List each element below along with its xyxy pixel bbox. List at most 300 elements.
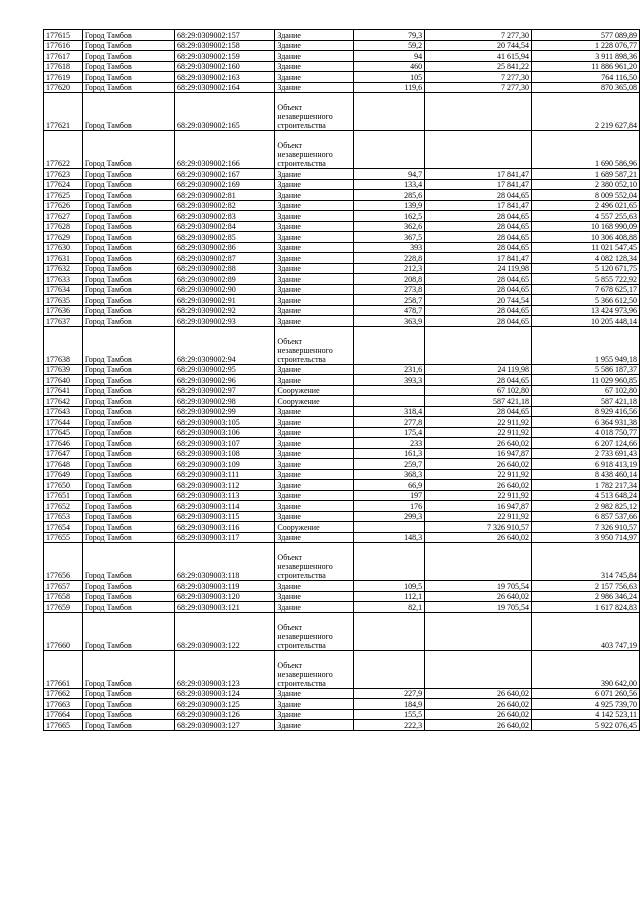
cell-cadastral-number: 68:29:0309002:88 (175, 263, 275, 274)
cell-specific-value: 17 841,47 (425, 253, 532, 264)
table-row (44, 406, 640, 417)
cell-row-number: 177648 (44, 459, 83, 470)
cell-municipality: Город Тамбов (82, 179, 174, 190)
cell-specific-value: 28 044,65 (425, 375, 532, 386)
cell-area: 184,9 (354, 699, 425, 710)
cell-cadastral-number: 68:29:0309002:157 (175, 30, 275, 41)
cell-cadastral-value: 1 617 824,83 (532, 602, 640, 613)
cell-area (354, 131, 425, 169)
cell-object-type: Здание (275, 581, 354, 592)
cell-cadastral-value: 5 922 076,45 (532, 720, 640, 731)
cell-area: 478,7 (354, 305, 425, 316)
cell-municipality: Город Тамбов (82, 190, 174, 201)
cell-cadastral-value: 6 857 537,66 (532, 511, 640, 522)
cell-object-type: Объект незавершенного строительства (275, 543, 354, 581)
cell-object-type: Здание (275, 40, 354, 51)
cell-cadastral-number: 68:29:0309003:118 (175, 543, 275, 581)
cell-area: 133,4 (354, 179, 425, 190)
cell-cadastral-number: 68:29:0309003:111 (175, 469, 275, 480)
table-row (44, 532, 640, 543)
table-row (44, 61, 640, 72)
cell-specific-value: 26 640,02 (425, 438, 532, 449)
table-row (44, 650, 640, 688)
cell-object-type: Здание (275, 51, 354, 62)
cell-object-type: Здание (275, 438, 354, 449)
cell-specific-value: 17 841,47 (425, 200, 532, 211)
cell-row-number: 177661 (44, 650, 83, 688)
cell-object-type: Здание (275, 72, 354, 83)
cell-municipality: Город Тамбов (82, 688, 174, 699)
cell-area: 460 (354, 61, 425, 72)
cell-municipality: Город Тамбов (82, 480, 174, 491)
cell-row-number: 177635 (44, 295, 83, 306)
cell-cadastral-value: 4 082 128,34 (532, 253, 640, 264)
table-row (44, 51, 640, 62)
cell-area: 119,6 (354, 82, 425, 93)
cell-cadastral-number: 68:29:0309003:107 (175, 438, 275, 449)
cell-municipality: Город Тамбов (82, 459, 174, 470)
cell-object-type: Здание (275, 591, 354, 602)
cell-specific-value: 26 640,02 (425, 688, 532, 699)
cell-cadastral-number: 68:29:0309003:122 (175, 612, 275, 650)
cell-area (354, 93, 425, 131)
cell-specific-value (425, 93, 532, 131)
cell-cadastral-number: 68:29:0309003:126 (175, 709, 275, 720)
table-row (44, 305, 640, 316)
table-row (44, 448, 640, 459)
cell-area: 231,6 (354, 364, 425, 375)
cell-municipality: Город Тамбов (82, 169, 174, 180)
table-row (44, 40, 640, 51)
cell-cadastral-number: 68:29:0309002:96 (175, 375, 275, 386)
cell-cadastral-value: 2 733 691,43 (532, 448, 640, 459)
table-row (44, 72, 640, 83)
table-row (44, 688, 640, 699)
cell-cadastral-number: 68:29:0309002:89 (175, 274, 275, 285)
cell-cadastral-value: 2 986 346,24 (532, 591, 640, 602)
cell-specific-value: 28 044,65 (425, 316, 532, 327)
cell-area: 362,6 (354, 221, 425, 232)
cell-area: 112,1 (354, 591, 425, 602)
cell-row-number: 177649 (44, 469, 83, 480)
cell-specific-value: 67 102,80 (425, 385, 532, 396)
cell-cadastral-value: 6 364 931,38 (532, 417, 640, 428)
cell-object-type: Здание (275, 221, 354, 232)
table-row (44, 82, 640, 93)
cell-area: 162,5 (354, 211, 425, 222)
cell-cadastral-number: 68:29:0309002:81 (175, 190, 275, 201)
cell-municipality: Город Тамбов (82, 221, 174, 232)
cell-object-type: Здание (275, 82, 354, 93)
cell-row-number: 177641 (44, 385, 83, 396)
cell-cadastral-value: 2 380 052,10 (532, 179, 640, 190)
cell-cadastral-value: 1 782 217,34 (532, 480, 640, 491)
cell-object-type: Объект незавершенного строительства (275, 612, 354, 650)
cell-municipality: Город Тамбов (82, 40, 174, 51)
cell-object-type: Здание (275, 501, 354, 512)
cell-cadastral-number: 68:29:0309002:98 (175, 396, 275, 407)
table-row (44, 469, 640, 480)
cell-municipality: Город Тамбов (82, 591, 174, 602)
cell-row-number: 177617 (44, 51, 83, 62)
cell-cadastral-number: 68:29:0309003:112 (175, 480, 275, 491)
cell-area: 228,8 (354, 253, 425, 264)
cell-row-number: 177622 (44, 131, 83, 169)
cell-area (354, 543, 425, 581)
table-row (44, 200, 640, 211)
cell-area: 208,8 (354, 274, 425, 285)
table-row (44, 522, 640, 533)
cell-cadastral-value: 7 678 625,17 (532, 284, 640, 295)
cell-cadastral-value: 4 142 523,11 (532, 709, 640, 720)
cell-row-number: 177625 (44, 190, 83, 201)
cell-area (354, 326, 425, 364)
cell-cadastral-value: 2 982 825,12 (532, 501, 640, 512)
cell-cadastral-value: 4 018 750,77 (532, 427, 640, 438)
cell-area: 94 (354, 51, 425, 62)
cell-municipality: Город Тамбов (82, 699, 174, 710)
cell-specific-value: 28 044,65 (425, 284, 532, 295)
cell-cadastral-number: 68:29:0309002:92 (175, 305, 275, 316)
cell-municipality: Город Тамбов (82, 490, 174, 501)
cell-municipality: Город Тамбов (82, 543, 174, 581)
table-row (44, 295, 640, 306)
cell-object-type: Здание (275, 190, 354, 201)
cell-municipality: Город Тамбов (82, 612, 174, 650)
cell-specific-value (425, 650, 532, 688)
cell-specific-value: 17 841,47 (425, 179, 532, 190)
cell-cadastral-value: 1 955 949,18 (532, 326, 640, 364)
table-row (44, 602, 640, 613)
cell-area: 161,3 (354, 448, 425, 459)
cell-cadastral-value: 3 911 898,36 (532, 51, 640, 62)
cell-cadastral-number: 68:29:0309002:158 (175, 40, 275, 51)
cell-municipality: Город Тамбов (82, 253, 174, 264)
cell-area: 299,3 (354, 511, 425, 522)
cell-cadastral-number: 68:29:0309002:160 (175, 61, 275, 72)
table-row (44, 417, 640, 428)
cell-specific-value: 7 277,30 (425, 30, 532, 41)
cell-cadastral-number: 68:29:0309002:91 (175, 295, 275, 306)
cell-area (354, 612, 425, 650)
cell-row-number: 177664 (44, 709, 83, 720)
cell-row-number: 177619 (44, 72, 83, 83)
cell-row-number: 177658 (44, 591, 83, 602)
cell-specific-value: 16 947,87 (425, 448, 532, 459)
cell-specific-value: 22 911,92 (425, 511, 532, 522)
cell-object-type: Здание (275, 305, 354, 316)
cell-area: 105 (354, 72, 425, 83)
cell-municipality: Город Тамбов (82, 650, 174, 688)
cell-cadastral-number: 68:29:0309003:115 (175, 511, 275, 522)
table-row (44, 490, 640, 501)
cell-area: 258,7 (354, 295, 425, 306)
cell-cadastral-number: 68:29:0309003:120 (175, 591, 275, 602)
cell-object-type: Здание (275, 480, 354, 491)
cell-cadastral-value: 10 205 448,14 (532, 316, 640, 327)
cell-row-number: 177618 (44, 61, 83, 72)
cell-cadastral-number: 68:29:0309002:166 (175, 131, 275, 169)
cell-object-type: Здание (275, 511, 354, 522)
cell-cadastral-value: 403 747,19 (532, 612, 640, 650)
table-row (44, 709, 640, 720)
cell-object-type: Здание (275, 688, 354, 699)
cell-municipality: Город Тамбов (82, 417, 174, 428)
cell-specific-value: 20 744,54 (425, 295, 532, 306)
cell-specific-value: 22 911,92 (425, 427, 532, 438)
table-row (44, 93, 640, 131)
cell-area: 197 (354, 490, 425, 501)
cell-area: 94,7 (354, 169, 425, 180)
table-row (44, 242, 640, 253)
cell-cadastral-value: 2 496 021,65 (532, 200, 640, 211)
cell-row-number: 177640 (44, 375, 83, 386)
cell-cadastral-number: 68:29:0309003:108 (175, 448, 275, 459)
table-row (44, 375, 640, 386)
cell-specific-value: 22 911,92 (425, 469, 532, 480)
cell-cadastral-value: 6 207 124,66 (532, 438, 640, 449)
cell-municipality: Город Тамбов (82, 61, 174, 72)
cell-specific-value: 26 640,02 (425, 709, 532, 720)
cell-cadastral-number: 68:29:0309002:90 (175, 284, 275, 295)
cell-object-type: Здание (275, 469, 354, 480)
cell-row-number: 177633 (44, 274, 83, 285)
table-row (44, 284, 640, 295)
cell-area: 259,7 (354, 459, 425, 470)
cell-cadastral-number: 68:29:0309002:97 (175, 385, 275, 396)
cell-area: 393,3 (354, 375, 425, 386)
cell-municipality: Город Тамбов (82, 469, 174, 480)
cell-specific-value: 28 044,65 (425, 406, 532, 417)
cell-specific-value: 26 640,02 (425, 591, 532, 602)
cell-cadastral-value: 1 228 076,77 (532, 40, 640, 51)
cell-cadastral-number: 68:29:0309003:114 (175, 501, 275, 512)
cell-municipality: Город Тамбов (82, 532, 174, 543)
cell-specific-value (425, 326, 532, 364)
cell-object-type: Сооружение (275, 396, 354, 407)
cell-row-number: 177638 (44, 326, 83, 364)
cell-object-type: Здание (275, 602, 354, 613)
cell-area: 148,3 (354, 532, 425, 543)
cell-specific-value: 19 705,54 (425, 602, 532, 613)
table-row (44, 612, 640, 650)
cell-cadastral-value: 7 326 910,57 (532, 522, 640, 533)
cell-municipality: Город Тамбов (82, 602, 174, 613)
cell-object-type: Здание (275, 295, 354, 306)
cell-cadastral-number: 68:29:0309002:99 (175, 406, 275, 417)
table-row (44, 720, 640, 731)
cell-specific-value: 26 640,02 (425, 480, 532, 491)
cell-cadastral-number: 68:29:0309002:94 (175, 326, 275, 364)
cell-municipality: Город Тамбов (82, 211, 174, 222)
cell-specific-value: 7 277,30 (425, 72, 532, 83)
cell-specific-value: 41 615,94 (425, 51, 532, 62)
cell-cadastral-number: 68:29:0309003:125 (175, 699, 275, 710)
cell-cadastral-number: 68:29:0309003:119 (175, 581, 275, 592)
cell-row-number: 177653 (44, 511, 83, 522)
cell-area: 176 (354, 501, 425, 512)
cell-municipality: Город Тамбов (82, 232, 174, 243)
cell-area: 363,9 (354, 316, 425, 327)
cell-object-type: Здание (275, 253, 354, 264)
cell-municipality: Город Тамбов (82, 316, 174, 327)
cell-municipality: Город Тамбов (82, 375, 174, 386)
cell-specific-value: 17 841,47 (425, 169, 532, 180)
cell-cadastral-value: 5 120 671,75 (532, 263, 640, 274)
cell-specific-value: 28 044,65 (425, 190, 532, 201)
cell-area: 139,9 (354, 200, 425, 211)
cell-object-type: Объект незавершенного строительства (275, 131, 354, 169)
cell-area: 79,3 (354, 30, 425, 41)
cell-object-type: Сооружение (275, 385, 354, 396)
cell-cadastral-number: 68:29:0309002:87 (175, 253, 275, 264)
cell-cadastral-number: 68:29:0309002:95 (175, 364, 275, 375)
cell-municipality: Город Тамбов (82, 427, 174, 438)
cell-cadastral-value: 5 366 612,50 (532, 295, 640, 306)
cell-area: 175,4 (354, 427, 425, 438)
cell-object-type: Объект незавершенного строительства (275, 326, 354, 364)
cell-row-number: 177630 (44, 242, 83, 253)
cell-municipality: Город Тамбов (82, 30, 174, 41)
cell-row-number: 177663 (44, 699, 83, 710)
cell-specific-value: 28 044,65 (425, 232, 532, 243)
cell-specific-value: 28 044,65 (425, 242, 532, 253)
cell-object-type: Здание (275, 532, 354, 543)
table-row (44, 427, 640, 438)
cell-cadastral-value: 5 855 722,92 (532, 274, 640, 285)
cell-object-type: Здание (275, 490, 354, 501)
cell-cadastral-number: 68:29:0309003:109 (175, 459, 275, 470)
cadastral-value-table (43, 29, 640, 731)
cell-cadastral-value: 2 219 627,84 (532, 93, 640, 131)
table-row (44, 316, 640, 327)
cell-area: 233 (354, 438, 425, 449)
cell-area: 318,4 (354, 406, 425, 417)
cell-municipality: Город Тамбов (82, 522, 174, 533)
cell-area: 285,6 (354, 190, 425, 201)
cell-municipality: Город Тамбов (82, 284, 174, 295)
cell-cadastral-value: 4 513 648,24 (532, 490, 640, 501)
cell-cadastral-value: 1 689 587,21 (532, 169, 640, 180)
cell-specific-value: 19 705,54 (425, 581, 532, 592)
cell-municipality: Город Тамбов (82, 200, 174, 211)
cell-cadastral-number: 68:29:0309002:83 (175, 211, 275, 222)
cell-cadastral-number: 68:29:0309003:116 (175, 522, 275, 533)
table-row (44, 543, 640, 581)
cell-specific-value: 28 044,65 (425, 211, 532, 222)
cell-area: 222,3 (354, 720, 425, 731)
cell-row-number: 177643 (44, 406, 83, 417)
cell-area: 66,9 (354, 480, 425, 491)
table-row (44, 581, 640, 592)
cell-row-number: 177650 (44, 480, 83, 491)
cell-cadastral-value: 4 925 739,70 (532, 699, 640, 710)
cell-row-number: 177627 (44, 211, 83, 222)
cell-specific-value: 24 119,98 (425, 364, 532, 375)
cell-cadastral-value: 5 586 187,37 (532, 364, 640, 375)
cell-municipality: Город Тамбов (82, 93, 174, 131)
cell-specific-value: 28 044,65 (425, 274, 532, 285)
cell-object-type: Здание (275, 316, 354, 327)
cell-area: 277,8 (354, 417, 425, 428)
cell-area: 59,2 (354, 40, 425, 51)
cell-municipality: Город Тамбов (82, 406, 174, 417)
table-row (44, 274, 640, 285)
cell-specific-value: 25 841,22 (425, 61, 532, 72)
cell-object-type: Здание (275, 709, 354, 720)
cell-area: 227,9 (354, 688, 425, 699)
table-row (44, 221, 640, 232)
table-row (44, 326, 640, 364)
cell-object-type: Здание (275, 211, 354, 222)
cell-area: 109,5 (354, 581, 425, 592)
cell-cadastral-number: 68:29:0309003:105 (175, 417, 275, 428)
cell-cadastral-value: 390 642,00 (532, 650, 640, 688)
cell-cadastral-value: 11 029 960,85 (532, 375, 640, 386)
cell-municipality: Город Тамбов (82, 242, 174, 253)
table-row (44, 699, 640, 710)
table-row (44, 501, 640, 512)
cell-cadastral-number: 68:29:0309002:93 (175, 316, 275, 327)
cell-object-type: Здание (275, 263, 354, 274)
cell-municipality: Город Тамбов (82, 82, 174, 93)
cell-cadastral-number: 68:29:0309002:159 (175, 51, 275, 62)
cell-cadastral-number: 68:29:0309003:127 (175, 720, 275, 731)
cell-object-type: Здание (275, 274, 354, 285)
cell-object-type: Здание (275, 417, 354, 428)
table-row (44, 263, 640, 274)
cell-municipality: Город Тамбов (82, 326, 174, 364)
cell-municipality: Город Тамбов (82, 131, 174, 169)
cell-row-number: 177644 (44, 417, 83, 428)
cell-municipality: Город Тамбов (82, 385, 174, 396)
cell-specific-value: 26 640,02 (425, 459, 532, 470)
cell-object-type: Здание (275, 284, 354, 295)
cell-object-type: Здание (275, 406, 354, 417)
cell-area (354, 522, 425, 533)
cell-cadastral-value: 764 116,50 (532, 72, 640, 83)
cell-cadastral-number: 68:29:0309002:169 (175, 179, 275, 190)
cell-specific-value: 7 277,30 (425, 82, 532, 93)
cell-area (354, 396, 425, 407)
table-row (44, 459, 640, 470)
cell-row-number: 177616 (44, 40, 83, 51)
table-row (44, 591, 640, 602)
cell-specific-value: 26 640,02 (425, 699, 532, 710)
cell-specific-value: 16 947,87 (425, 501, 532, 512)
cell-cadastral-number: 68:29:0309002:84 (175, 221, 275, 232)
cell-area: 155,5 (354, 709, 425, 720)
cell-row-number: 177632 (44, 263, 83, 274)
table-row (44, 179, 640, 190)
cell-specific-value: 28 044,65 (425, 221, 532, 232)
cell-row-number: 177662 (44, 688, 83, 699)
cell-cadastral-value: 10 306 408,88 (532, 232, 640, 243)
cell-cadastral-value: 587 421,18 (532, 396, 640, 407)
cell-row-number: 177623 (44, 169, 83, 180)
cell-municipality: Город Тамбов (82, 448, 174, 459)
cell-municipality: Город Тамбов (82, 274, 174, 285)
cell-object-type: Здание (275, 242, 354, 253)
cell-cadastral-value: 6 918 413,19 (532, 459, 640, 470)
cell-area: 273,8 (354, 284, 425, 295)
cell-cadastral-value: 10 168 990,09 (532, 221, 640, 232)
cell-specific-value: 22 911,92 (425, 490, 532, 501)
table-row (44, 30, 640, 41)
cell-municipality: Город Тамбов (82, 438, 174, 449)
cell-cadastral-value: 8 009 552,04 (532, 190, 640, 201)
cell-object-type: Сооружение (275, 522, 354, 533)
